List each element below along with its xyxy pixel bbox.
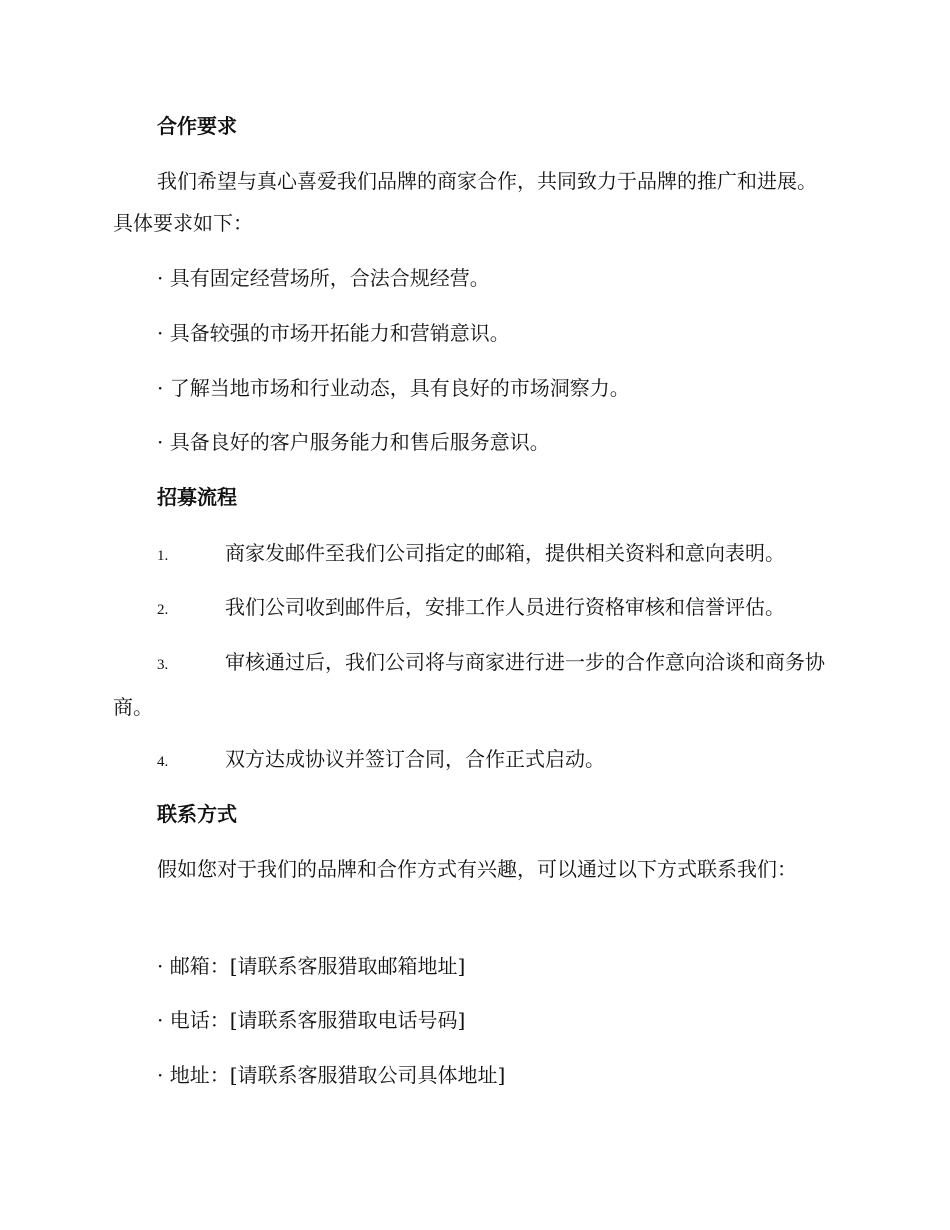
step-text: 审核通过后，我们公司将与商家进行进一步的合作意向洽谈和商务协商。	[113, 650, 825, 719]
process-step-2	[113, 586, 835, 631]
step-number: 3.	[157, 657, 169, 673]
heading-cooperation: 合作要求	[157, 114, 237, 138]
cooperation-intro: 我们希望与真心喜爱我们品牌的商家合作，共同致力于品牌的推广和进展。具体要求如下：	[113, 169, 817, 235]
step-text: 商家发邮件至我们公司指定的邮箱，提供相关资料和意向表明。	[225, 541, 785, 565]
cooperation-bullet-3: · 了解当地市场和行业动态，具有良好的市场洞察力。	[157, 376, 630, 400]
process-step-4	[113, 738, 835, 783]
cooperation-bullet-2: · 具备较强的市场开拓能力和营销意识。	[157, 321, 510, 345]
heading-contact: 联系方式	[157, 802, 237, 826]
contact-intro: 假如您对于我们的品牌和合作方式有兴趣，可以通过以下方式联系我们：	[157, 857, 797, 881]
step-text: 双方达成协议并签订合同，合作正式启动。	[225, 747, 605, 771]
process-step-1	[113, 532, 835, 577]
step-number: 2.	[157, 602, 169, 618]
contact-phone: · 电话：[请联系客服猎取电话号码]	[157, 1008, 466, 1032]
process-step-3	[113, 641, 835, 728]
heading-process: 招募流程	[157, 485, 237, 509]
step-number: 4.	[157, 754, 169, 770]
step-number: 1.	[157, 548, 169, 564]
cooperation-bullet-1: · 具有固定经营场所，合法合规经营。	[157, 266, 490, 290]
contact-email: · 邮箱：[请联系客服猎取邮箱地址]	[157, 954, 466, 978]
contact-address: · 地址：[请联系客服猎取公司具体地址]	[157, 1063, 506, 1087]
step-text: 我们公司收到邮件后，安排工作人员进行资格审核和信誉评估。	[225, 595, 785, 619]
cooperation-bullet-4: · 具备良好的客户服务能力和售后服务意识。	[157, 430, 550, 454]
